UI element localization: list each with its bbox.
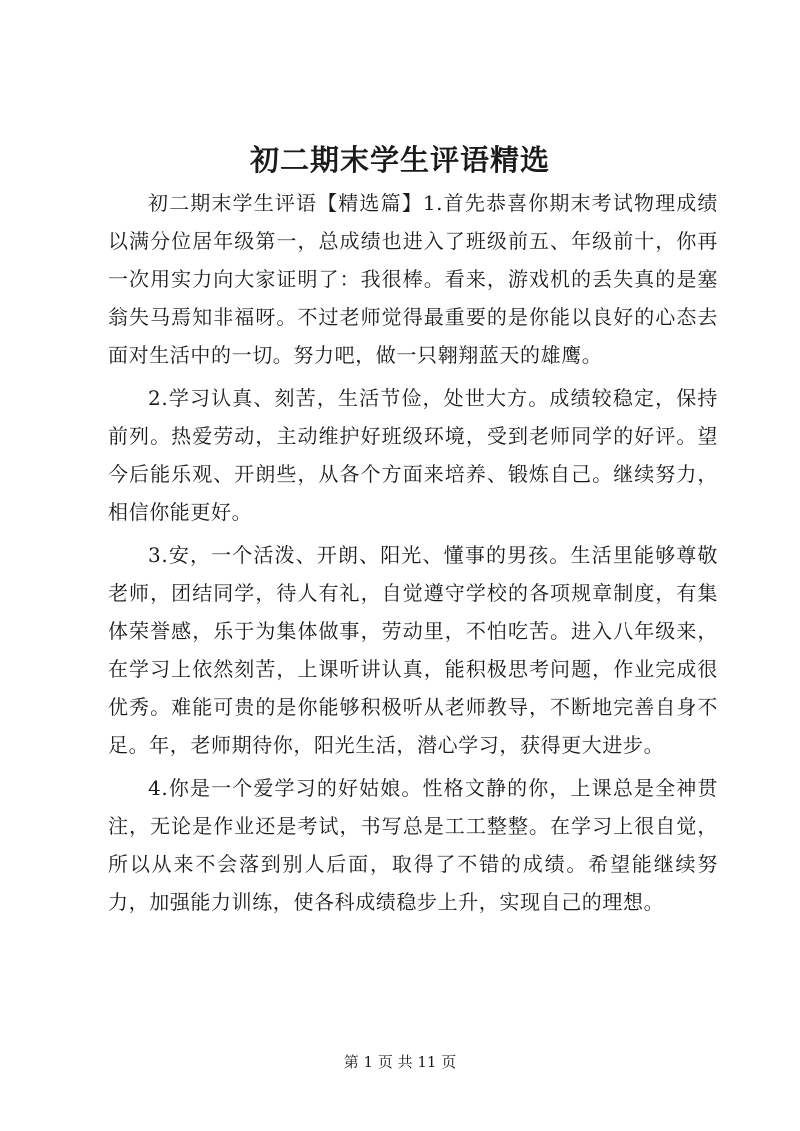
paragraph-3: 3.安，一个活泼、开朗、阳光、懂事的男孩。生活里能够尊敬老师，团结同学，待人有礼，自觉遵守学校的各项规章制度，有集体荣誉感，乐于为集体做事，劳动里，不怕吃苦。进入八年级来，在学习上依然刻苦，上课听讲认真，能积极思考问题，作业完成很优秀。难能可贵的是你能够积极听从老师教导，不断地完善自身不足。年，老师期待你，阳光生活，潜心学习，获得更大进步。: [108, 543, 718, 757]
paragraph-4: 4.你是一个爱学习的好姑娘。性格文静的你，上课总是全神贯注，无论是作业还是考试，书写总是工工整整。在学习上很自觉，所以从来不会落到别人后面，取得了不错的成绩。希望能继续努力，加强能力训练，使各科成绩稳步上升，实现自己的理想。: [108, 776, 718, 914]
document-title: 初二期末学生评语精选: [249, 143, 550, 177]
paragraph-2: 2.学习认真、刻苦，生活节俭，处世大方。成绩较稳定，保持前列。热爱劳动，主动维护好班级环境，受到老师同学的好评。望今后能乐观、开朗些，从各个方面来培养、锻炼自己。继续努力，相信你能更好。: [108, 386, 718, 524]
paragraph-1: 初二期末学生评语【精选篇】1.首先恭喜你期末考试物理成绩以满分位居年级第一，总成绩也进入了班级前五、年级前十，你再一次用实力向大家证明了：我很棒。看来，游戏机的丢失真的是塞翁失马焉知非福呀。不过老师觉得最重要的是你能以良好的心态去面对生活中的一切。努力吧，做一只翱翔蓝天的雄鹰。: [108, 191, 718, 367]
document-body: [108, 184, 718, 926]
page-footer: 第 1 页 共 11 页: [343, 1053, 457, 1071]
